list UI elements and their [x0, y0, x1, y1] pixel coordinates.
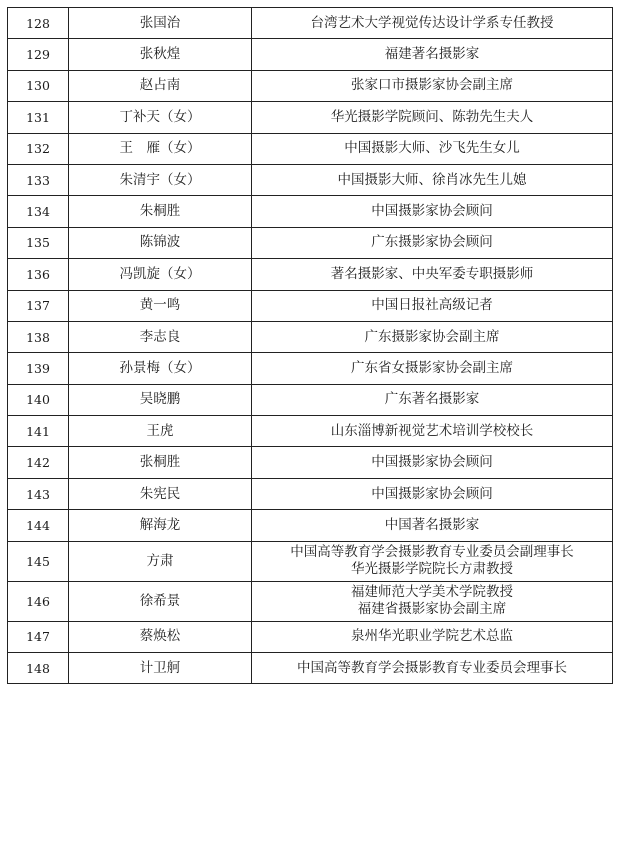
member-name: 解海龙	[69, 510, 252, 541]
member-name: 孙景梅（女）	[69, 353, 252, 384]
member-title	[252, 227, 613, 258]
member-name: 蔡焕松	[69, 621, 252, 652]
member-title-line: 中国摄影家协会顾问	[371, 454, 493, 471]
row-number: 136	[8, 259, 69, 290]
row-number: 130	[8, 70, 69, 101]
member-name: 王虎	[69, 416, 252, 447]
table-row	[8, 133, 613, 164]
member-title	[252, 321, 613, 352]
table-row	[8, 447, 613, 478]
member-title-line: 中国日报社高级记者	[371, 297, 493, 314]
member-title	[252, 621, 613, 652]
member-title	[252, 39, 613, 70]
table-row	[8, 227, 613, 258]
member-title	[252, 478, 613, 509]
table-row	[8, 321, 613, 352]
row-number: 131	[8, 102, 69, 133]
member-name: 吴晓鹏	[69, 384, 252, 415]
member-name: 方肃	[69, 541, 252, 581]
member-title	[252, 102, 613, 133]
member-title-line: 广东省女摄影家协会副主席	[351, 359, 513, 376]
member-name: 李志良	[69, 321, 252, 352]
row-number: 133	[8, 164, 69, 195]
row-number: 145	[8, 541, 69, 581]
member-title	[252, 581, 613, 621]
table-row	[8, 510, 613, 541]
member-title-line: 福建著名摄影家	[384, 46, 480, 63]
table-row	[8, 8, 613, 39]
table-row	[8, 102, 613, 133]
member-name: 张桐胜	[69, 447, 252, 478]
member-title-line: 广东著名摄影家	[384, 391, 480, 408]
member-title	[252, 196, 613, 227]
member-title	[252, 447, 613, 478]
row-number: 148	[8, 653, 69, 684]
member-name: 朱清宇（女）	[69, 164, 252, 195]
table-row	[8, 541, 613, 581]
member-title	[252, 510, 613, 541]
member-title-line: 福建省摄影家协会副主席	[357, 601, 507, 618]
member-title-line: 华光摄影学院院长方肃教授	[351, 561, 513, 578]
member-title	[252, 353, 613, 384]
member-name: 陈锦波	[69, 227, 252, 258]
table-row	[8, 164, 613, 195]
row-number: 147	[8, 621, 69, 652]
table-row	[8, 196, 613, 227]
member-title-line: 中国摄影大师、沙飞先生女儿	[344, 140, 520, 157]
member-title-line: 中国高等教育学会摄影教育专业委员会理事长	[297, 659, 567, 676]
member-title-line: 广东摄影家协会副主席	[364, 328, 500, 345]
member-name: 朱宪民	[69, 478, 252, 509]
row-number: 137	[8, 290, 69, 321]
row-number: 139	[8, 353, 69, 384]
member-title	[252, 416, 613, 447]
member-title-line: 泉州华光职业学院艺术总监	[351, 628, 513, 645]
row-number: 141	[8, 416, 69, 447]
table-row	[8, 416, 613, 447]
member-table-body	[8, 8, 613, 684]
member-name: 黄一鸣	[69, 290, 252, 321]
member-title	[252, 259, 613, 290]
member-name: 徐希景	[69, 581, 252, 621]
member-title-line: 台湾艺术大学视觉传达设计学系专任教授	[310, 14, 554, 31]
member-title-line: 张家口市摄影家协会副主席	[351, 77, 513, 94]
member-name: 冯凯旋（女）	[69, 259, 252, 290]
row-number: 144	[8, 510, 69, 541]
table-row	[8, 39, 613, 70]
table-row	[8, 290, 613, 321]
member-name: 朱桐胜	[69, 196, 252, 227]
table-row	[8, 384, 613, 415]
member-title-line: 中国摄影家协会顾问	[371, 485, 493, 502]
member-title-line: 中国高等教育学会摄影教育专业委员会副理事长	[290, 544, 574, 561]
table-row	[8, 621, 613, 652]
member-title	[252, 653, 613, 684]
table-row	[8, 353, 613, 384]
member-title-line: 广东摄影家协会顾问	[371, 234, 493, 251]
table-row	[8, 653, 613, 684]
member-name: 张秋煌	[69, 39, 252, 70]
member-title-line: 中国著名摄影家	[384, 516, 480, 533]
member-title	[252, 8, 613, 39]
member-title	[252, 133, 613, 164]
row-number: 132	[8, 133, 69, 164]
member-title	[252, 384, 613, 415]
row-number: 129	[8, 39, 69, 70]
table-row	[8, 581, 613, 621]
row-number: 138	[8, 321, 69, 352]
member-name: 赵占南	[69, 70, 252, 101]
member-name: 张国治	[69, 8, 252, 39]
member-name: 丁补天（女）	[69, 102, 252, 133]
member-title	[252, 164, 613, 195]
member-title-line: 中国摄影大师、徐肖冰先生儿媳	[337, 171, 527, 188]
member-name: 计卫舸	[69, 653, 252, 684]
member-title	[252, 70, 613, 101]
member-table	[7, 7, 613, 684]
table-row	[8, 70, 613, 101]
row-number: 140	[8, 384, 69, 415]
member-title	[252, 290, 613, 321]
member-title-line: 福建师范大学美术学院教授	[351, 584, 513, 601]
member-title-line: 华光摄影学院顾问、陈勃先生夫人	[330, 108, 534, 125]
member-title	[252, 541, 613, 581]
member-title-line: 中国摄影家协会顾问	[371, 203, 493, 220]
row-number: 128	[8, 8, 69, 39]
row-number: 135	[8, 227, 69, 258]
row-number: 146	[8, 581, 69, 621]
table-row	[8, 259, 613, 290]
member-title-line: 著名摄影家、中央军委专职摄影师	[330, 265, 534, 282]
member-title-line: 山东淄博新视觉艺术培训学校校长	[330, 422, 534, 439]
row-number: 143	[8, 478, 69, 509]
row-number: 142	[8, 447, 69, 478]
table-row	[8, 478, 613, 509]
row-number: 134	[8, 196, 69, 227]
member-name: 王 雁（女）	[69, 133, 252, 164]
